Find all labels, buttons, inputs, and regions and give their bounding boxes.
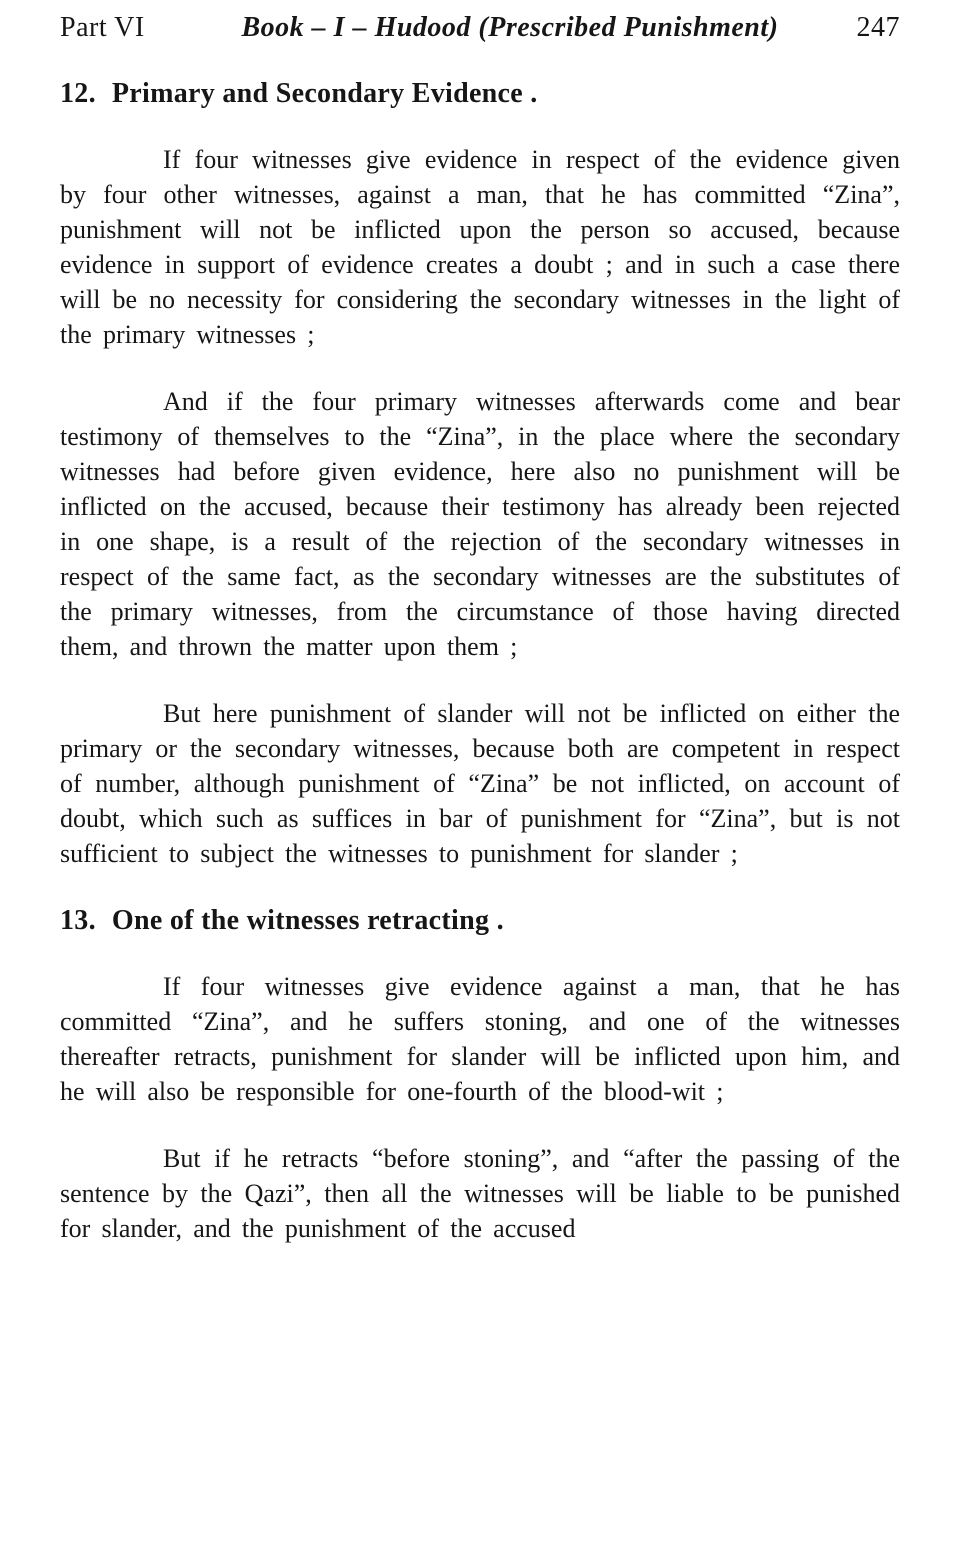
paragraph: And if the four primary witnesses afterwards come and bear testimony of themselves to the “Zina”, in the place where the secondary witnesses had before given evidence, here also no punishment will be inflicted on the accused, because their testimony has already been rejected in one shape, is a result of the rejection of the secondary witnesses in respect of the same fact, as the secondary witnesses are the substitutes of the primary witnesses, from the circumstance of those having directed them, and thrown the matter upon them ; xyxy=(60,387,900,661)
part-label: Part VI xyxy=(60,12,145,43)
section-13 xyxy=(60,905,900,1246)
section-12 xyxy=(60,78,900,871)
section-heading xyxy=(60,78,900,110)
section-title: One of the witnesses retracting . xyxy=(111,905,504,936)
section-number: 12. xyxy=(60,78,96,109)
paragraph: If four witnesses give evidence against a man, that he has committed “Zina”, and he suffers stoning, and one of the witnesses thereafter retracts, punishment for slander will be inflicted upon him, and he will also be responsible for one-fourth of the blood-wit ; xyxy=(60,972,900,1106)
paragraph: But if he retracts “before stoning”, and “after the passing of the sentence by the Qazi”, then all the witnesses will be liable to be punished for slander, and the punishment of the accused xyxy=(60,1144,900,1243)
book-title: Book – I – Hudood (Prescribed Punishment) xyxy=(241,12,779,43)
running-head xyxy=(60,12,900,44)
paragraph: If four witnesses give evidence in respect of the evidence given by four other witnesses, against a man, that he has committed “Zina”, punishment will not be inflicted upon the person so accused, because evidence in support of evidence creates a doubt ; and in such a case there will be no necessity for considering the secondary witnesses in the light of the primary witnesses ; xyxy=(60,145,900,349)
section-title: Primary and Secondary Evidence . xyxy=(111,78,538,109)
section-heading xyxy=(60,905,900,937)
page-number: 247 xyxy=(856,12,900,43)
section-number: 13. xyxy=(60,905,96,936)
paragraph: But here punishment of slander will not be inflicted on either the primary or the secondary witnesses, because both are competent in respect of number, although punishment of “Zina” be not inflicted, on account of doubt, which such as suffices in bar of punishment for “Zina”, but is not sufficient to subject the witnesses to punishment for slander ; xyxy=(60,699,900,868)
